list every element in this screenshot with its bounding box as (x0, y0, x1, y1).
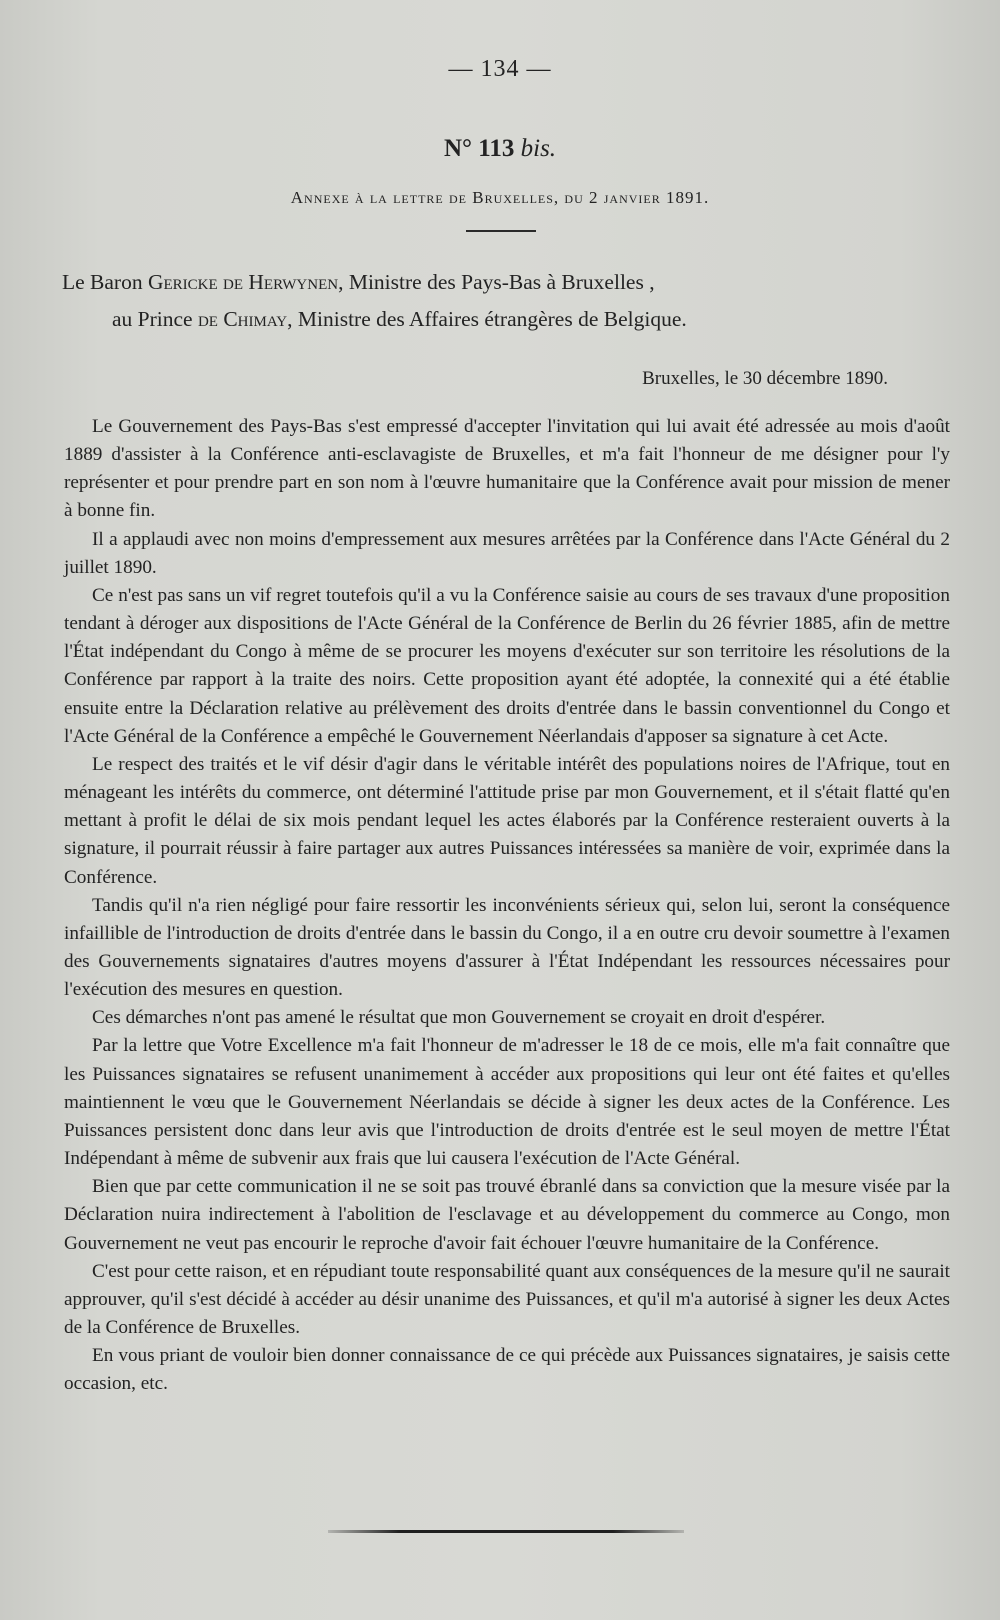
sender-prefix: Le Baron (62, 270, 148, 294)
sender-name: Gericke de Herwynen (147, 270, 339, 294)
sender-title: , Ministre des Pays-Bas à Bruxelles , (338, 270, 655, 294)
document-number (0, 135, 1000, 163)
paragraph: Il a applaudi avec non moins d'empressement aux mesures arrêtées par la Conférence dans l'Acte Général du 2 juillet 1890. (64, 528, 950, 578)
paragraph: Tandis qu'il n'a rien négligé pour faire ressortir les inconvénients sérieux qui, selon lui, seront la conséquence infaillible de l'introduction de droits d'entrée dans le bassin du Congo, il a en outre cru devoir soumettre à l'examen des Gouvernements signataires d'autres moyens d'assurer à l'État Indépendant les ressources nécessaires pour l'exécution des mesures en question. (64, 894, 950, 1001)
paragraph: Bien que par cette communication il ne se soit pas trouvé ébranlé dans sa conviction que la mesure visée par la Déclaration nuira indirectement à l'abolition de l'esclavage et au développement du commerce au Congo, mon Gouvernement ne veut pas encourir le reproche d'avoir fait échouer l'œuvre humanitaire de la Conférence. (64, 1176, 950, 1254)
recipient-name: de Chimay (197, 307, 288, 331)
annex-line: Annexe à la lettre de Bruxelles, du 2 janvier 1891. (290, 188, 710, 207)
document-number-prefix: N° 113 (443, 135, 515, 162)
recipient-title: , Ministre des Affaires étrangères de Belgique. (287, 307, 687, 331)
paragraph: Ce n'est pas sans un vif regret toutefois qu'il a vu la Conférence saisie au cours de ses travaux d'une proposition tendant à déroger aux dispositions de l'Acte Général de la Conférence de Berlin du 26 février 1885, afin de mettre l'État indépendant du Congo à même de se procurer les moyens d'exécuter sur son territoire les résolutions de la Conférence par rapport à la traite des noirs. Cette proposition ayant été adoptée, la connexité qui a été établie ensuite entre la Déclaration relative au prélèvement des droits d'entrée dans le bassin conventionnel du Congo et l'Acte Général de la Conférence a empêché le Gouvernement Néerlandais d'apposer sa signature à cet Acte. (64, 584, 950, 747)
closing-divider (328, 1530, 684, 1533)
paragraph: Ces démarches n'ont pas amené le résultat que mon Gouvernement se croyait en droit d'espérer. (92, 1007, 826, 1029)
paragraph: C'est pour cette raison, et en répudiant toute responsabilité quant aux conséquences de la mesure qu'il ne saurait approuver, qu'il s'est décidé à accéder au désir unanime des Puissances, et qu'il m'a autorisé à signer les deux Actes de la Conférence de Bruxelles. (64, 1260, 950, 1338)
letter-body (64, 413, 950, 1398)
paragraph: En vous priant de vouloir bien donner connaissance de ce qui précède aux Puissances signataires, je saisis cette occasion, etc. (64, 1345, 950, 1395)
paragraph: Le respect des traités et le vif désir d'agir dans le véritable intérêt des populations noires de l'Afrique, tout en ménageant les intérêts du commerce, ont déterminé l'attitude prise par mon Gouvernement, et il s'était flatté qu'en mettant à profit le délai de six mois pendant lequel les actes élaborés par la Conférence resteraient ouverts à la signature, il pourrait réussir à faire partager aux autres Puissances intéressées sa manière de voir, exprimée dans la Conférence. (64, 753, 950, 888)
paragraph: Le Gouvernement des Pays-Bas s'est empressé d'accepter l'invitation qui lui avait été adressée au mois d'août 1889 d'assister à la Conférence anti-esclavagiste de Bruxelles, et m'a fait l'honneur de me désigner pour l'y représenter et pour prendre part en son nom à l'œuvre humanitaire que la Conférence avait pour mission de mener à bonne fin. (64, 416, 950, 522)
page-number: — 134 — (448, 56, 552, 82)
short-divider (466, 230, 536, 232)
dateline: Bruxelles, le 30 décembre 1890. (642, 368, 888, 389)
paragraph: Par la lettre que Votre Excellence m'a fait l'honneur de m'adresser le 18 de ce mois, elle m'a fait connaître que les Puissances signataires se refusent unanimement à accéder aux propositions qui leur ont été faites et qu'elles maintiennent le vœu que le Gouvernement Néerlandais se décide à signer les deux actes de la Conférence. Les Puissances persistent donc dans leur avis que l'introduction de droits d'entrée est le seul moyen de mettre l'État Indépendant à même de subvenir aux frais que lui causera l'exécution de l'Acte Général. (64, 1035, 950, 1170)
recipient-line (112, 307, 942, 332)
sender-line (62, 270, 942, 295)
document-number-suffix: bis. (520, 135, 557, 162)
recipient-prefix: au Prince (112, 307, 198, 331)
